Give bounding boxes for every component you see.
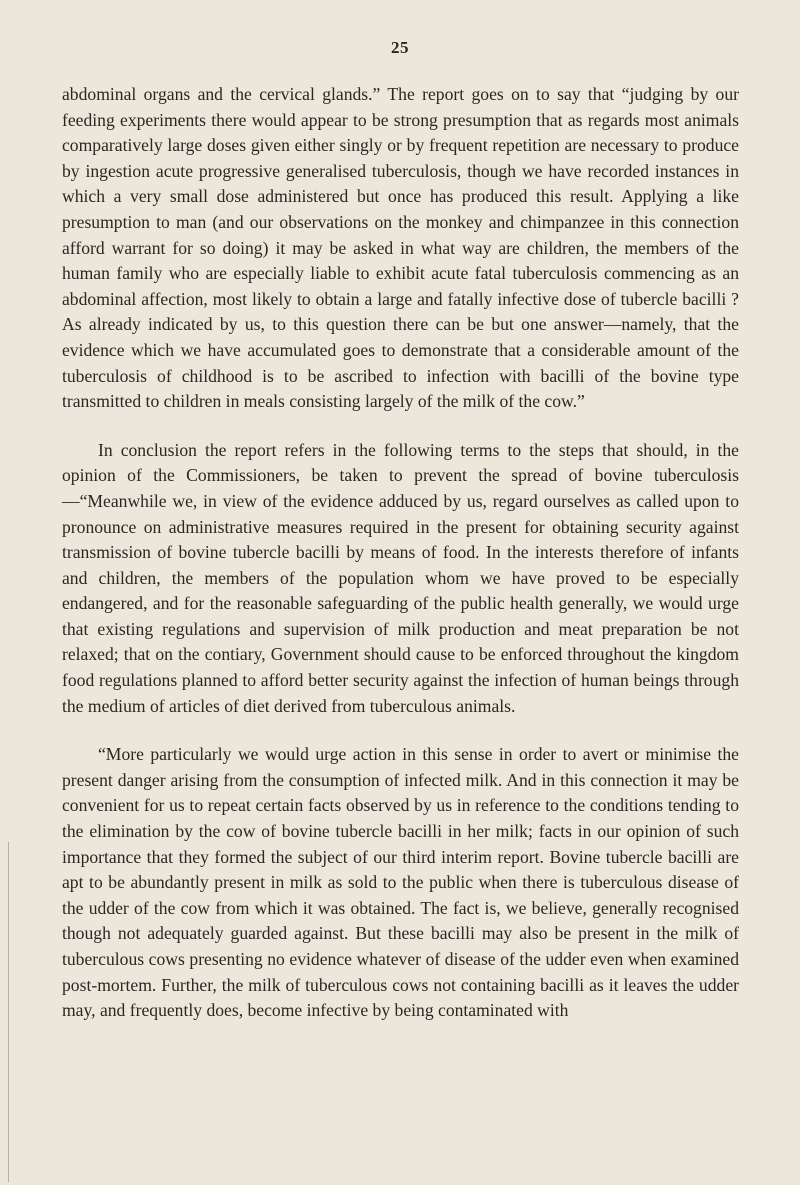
body-text bbox=[62, 82, 739, 1047]
paragraph-1: abdominal organs and the cervical glands.” The report goes on to say that “judging by our feeding experiments there would appear to be strong presumption that as regards most animals comparatively large doses given either singly or by frequent repetition are necessary to produce by ingestion acute progressive generalised tuberculosis, though we have recorded instances in which a very small dose administered but once has produced this result. Applying a like presumption to man (and our observations on the monkey and chimpanzee in this connection afford warrant for so doing) it may be asked in what way are children, the members of the human family who are especially liable to exhibit acute fatal tuberculosis commencing as an abdominal affection, most likely to obtain a large and fatally infective dose of tubercle bacilli ? As already indicated by us, to this question there can be but one answer—namely, that the evidence which we have accumulated goes to demonstrate that a considerable amount of the tuberculosis of childhood is to be ascribed to infection with bacilli of the bovine type transmitted to children in meals consisting largely of the milk of the cow.” bbox=[62, 84, 739, 412]
page-number: 25 bbox=[391, 38, 409, 57]
binding-edge-line bbox=[8, 842, 9, 1182]
paragraph-3: “More particularly we would urge action in this sense in order to avert or minimise the present danger arising from the consumption of infected milk. And in this connection it may be convenient for us to repeat certain facts observed by us in reference to the conditions tending to the elimination by the cow of bovine tubercle bacilli in her milk; facts in our opinion of such importance that they formed the subject of our third interim report. Bovine tubercle bacilli are apt to be abundantly present in milk as sold to the public when there is tuberculous disease of the udder of the cow from which it was obtained. The fact is, we believe, generally recognised though not adequately guarded against. But these bacilli may also be present in the milk of tuberculous cows presenting no evidence whatever of disease of the udder even when examined post-mortem. Further, the milk of tuberculous cows not containing bacilli as it leaves the udder may, and frequently does, become infective by being contaminated with bbox=[62, 744, 739, 1021]
paragraph-2: In conclusion the report refers in the following terms to the steps that should, in the opinion of the Commissioners, be taken to prevent the spread of bovine tuberculosis—“Meanwhile we, in view of the evidence adduced by us, regard ourselves as called upon to pronounce on administrative measures required in the present for obtaining security against transmission of bovine tubercle bacilli by means of food. In the interests therefore of infants and children, the members of the population whom we have proved to be especially endangered, and for the reasonable safeguarding of the public health generally, we would urge that existing regulations and supervision of milk production and meat preparation be not relaxed; that on the contiary, Government should cause to be enforced throughout the kingdom food regulations planned to afford better security against the infection of human beings through the medium of articles of diet derived from tuberculous animals. bbox=[62, 439, 739, 716]
